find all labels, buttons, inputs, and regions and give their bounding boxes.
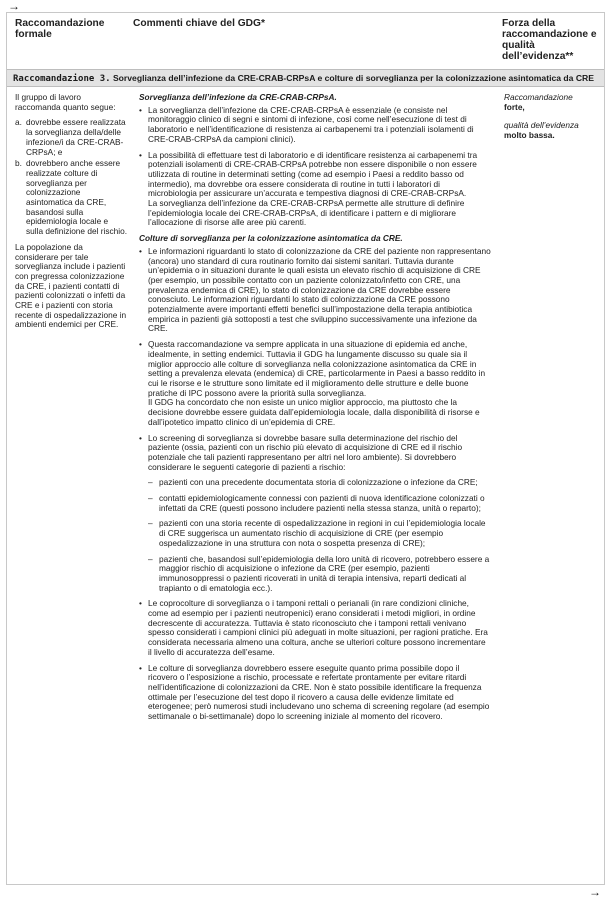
bullet-item [139, 106, 491, 145]
header-strength-quality: Forza della raccomandazione e qualità dell’evidenza** [502, 18, 597, 62]
item-marker: b. [15, 158, 22, 169]
dash-item [139, 555, 491, 594]
dash-item [139, 519, 491, 548]
bullet-item [139, 247, 491, 334]
bullet-icon: • [139, 104, 142, 115]
bullet-item [139, 151, 491, 229]
continuation-arrow-bottom: → [589, 885, 601, 899]
bullet-icon: • [139, 598, 142, 609]
dash-text: pazienti con una precedente documentata storia di colonizzazione o infezione da CRE; [159, 477, 478, 488]
bullet-continuation: La sorveglianza dell’infezione da CRE-CRAB-CRPsA permette alle strutture di definire l’epidemiologia locale dei CRE-CRAB-CRPsA, di identificare i pattern e di migliorare l’allocazione di risorse alle aree più carenti. [148, 198, 465, 228]
continuation-arrow-top: → [8, 0, 20, 13]
bullet-item [139, 664, 491, 722]
dash-icon: – [148, 553, 153, 564]
bullet-text: Lo screening di sorveglianza si dovrebbe basare sulla determinazione del rischio del paziente (ossia, pazienti con un rischio più elevato di acquisizione di CRE ed il rischio potenziale che tali pazienti rappresentano per altri nel loro ambiente). Si dovrebbero considerare le seguenti categorie di pazienti a rischio: [148, 432, 463, 472]
bullet-item [139, 599, 491, 657]
bullet-icon: • [139, 662, 142, 673]
left-outro: La popolazione da considerare per tale sorveglianza include i pazienti con pregressa colonizzazione da CRE, i pazienti contatti di pazienti colonizzati o infetti da CRE e i pazienti con storia recente di ospedalizzazione in ambienti endemici per CRE. [15, 241, 127, 330]
header-gdg-comments: Commenti chiave del GDG* [133, 18, 265, 29]
dash-text: pazienti con una storia recente di ospedalizzazione in regioni in cui l’epidemiologia locale di CRE suggerisca un aumentato rischio di acquisizione di CRE (per esempio ospedalizzazione in una struttura con nota o sospetta presenza di CRE); [159, 518, 486, 548]
bullet-icon: • [139, 245, 142, 256]
recommendation-item-a [15, 118, 127, 157]
bullet-text: La sorveglianza dell’infezione da CRE-CRAB-CRPsA è essenziale (e consiste nel monitoraggio clinico di segni e sintomi di infezione, così come nell’esecuzione di test di laboratorio e nell’identificazione di resistenza ai carbapenemi tra i potenziali isolamenti di CRE-CRAB-CRPsA da campioni clinici). [148, 104, 474, 144]
gdg-comments-column [139, 93, 491, 728]
strength-column [504, 93, 600, 141]
recommendation-table [6, 12, 605, 885]
evidence-quality-value: molto bassa. [504, 130, 555, 141]
recommendation-title: Sorveglianza dell’infezione da CRE-CRAB-CRPsA e colture di sorveglianza per la colonizzazione asintomatica da CRE [112, 73, 594, 83]
bullet-icon: • [139, 432, 142, 443]
bullet-text: Le colture di sorveglianza dovrebbero essere eseguite quanto prima possibile dopo il ricovero o l’esposizione a rischio, processate e refertate prontamente per evitare ritardi nell’identificazione di colonizzazioni da CRE. Non è stato possibile identificare la frequenza ottimale per l’esecuzione del test dopo il ricovero a causa delle evidenze limitate ed eterogenee; però numerosi studi includevano uno schema di screening regolare (ad esempio settimanale o bi-settimanale) dopo lo screening iniziale al momento del ricovero. [148, 662, 490, 722]
header-formal-recommendation: Raccomandazione formale [15, 18, 105, 40]
bullet-text: La possibilità di effettuare test di laboratorio e di identificare resistenza ai carbapenemi tra potenziali isolamenti di CRE-CRAB-CRPsA potrebbe non essere disponibile o non essere utilizzata di routine in determinati setting (come ad esempio i Paesi a reddito basso od intermedio), ma dovrebbe ora essere considerata di routine in tutti i laboratori di microbiologia per assicurare un’accurata e tempestiva diagnosi di CRE-CRAB-CRPsA. [148, 149, 478, 199]
evidence-quality-label: qualità dell’evidenza [504, 120, 579, 131]
recommendation-strength-label: Raccomandazione [504, 92, 573, 102]
bullet-item [139, 340, 491, 427]
item-text: dovrebbero anche essere realizzate colture di sorveglianza per colonizzazione asintomatica da CRE, basandosi sulla epidemiologia locale e sulla definizione del rischio. [26, 158, 128, 237]
recommendation-title-bar [7, 69, 604, 87]
formal-recommendation-column [15, 93, 127, 336]
bullet-text: Le informazioni riguardanti lo stato di colonizzazione da CRE del paziente non rappresentano (ancora) uno standard di cura routinario fornito dai sistemi sanitari. Tuttavia durante un’epidemia o in situazioni durante le quali esista un elevato rischio di acquisizione di CRE (per esempio, un possibile contatto con un paziente colonizzato/infetto con CRE, una prevalenza endemica di CRE), lo stato di colonizzazione da CRE dovrebbe essere conosciuto. Le informazioni riguardanti lo stato di colonizzazione da CRE possono potenzialmente avere importanti effetti benefici sull’impostazione della terapia antibiotica empirica in pazienti già sottoposti a test che sviluppino successivamente una infezione da CRE. [148, 245, 491, 334]
recommendation-list [15, 118, 127, 236]
bullet-text: Questa raccomandazione va sempre applicata in una situazione di epidemia ed anche, idealmente, in setting endemici. Tuttavia il GDG ha lungamente discusso su quale sia il miglior approccio alle colture di sorveglianza nella colonizzazione asintomatica da CRE in setting a prevalenza elevata (endemica) di CRE, particolarmente in Paesi a basso reddito in cui le risorse e le strutture sono limitate ed il miglioramento delle strutture e delle buone pratiche di IPC possono avere la priorità sulla sorveglianza. [148, 339, 486, 398]
table-header [7, 13, 604, 68]
bullet-item [139, 434, 491, 473]
bullet-icon: • [139, 149, 142, 160]
dash-text: contatti epidemiologicamente connessi con pazienti di nuova identificazione colonizzati o infettati da CRE (questi possono includere pazienti nella stessa stanza, unità o reparto); [159, 493, 485, 513]
item-text: dovrebbe essere realizzata la sorveglianza della/delle infezione/i da CRE-CRAB-CRPsA; e [26, 117, 126, 157]
dash-icon: – [148, 518, 153, 529]
dash-item [139, 494, 491, 513]
dash-icon: – [148, 477, 153, 488]
recommendation-item-b [15, 159, 127, 237]
recommendation-strength-value: forte, [504, 101, 525, 112]
item-marker: a. [15, 117, 22, 128]
recommendation-label: Raccomandazione 3. [13, 74, 111, 84]
section-title-surveillance-cultures: Colture di sorveglianza per la colonizzazione asintomatica da CRE. [139, 233, 403, 244]
section-title-infection-surveillance: Sorveglianza dell’infezione da CRE-CRAB-CRPsA. [139, 92, 337, 102]
dash-icon: – [148, 493, 153, 504]
dash-text: pazienti che, basandosi sull’epidemiologia della loro unità di ricovero, potrebbero essere a maggior rischio di acquisizione o infezione da CRE (per esempio, pazienti immunosoppressi o pazienti ricoverati in unità di terapia intensiva, reparti dedicati al trapianto o di ematologia ecc.). [159, 553, 490, 593]
bullet-continuation: Il GDG ha concordato che non esiste un unico miglior approccio, ma piuttosto che la decisione dovrebbe essere guidata dall’epidemiologia locale, dalla disponibilità di risorse e dall’ipotetico impatto clinico di un’epidemia di CRE. [148, 397, 480, 427]
dash-item [139, 478, 491, 488]
bullet-icon: • [139, 339, 142, 350]
bullet-text: Le coprocolture di sorveglianza o i tamponi rettali o perianali (in rare condizioni cliniche, come ad esempio per i pazienti neutropenici) erano considerati i metodi migliori, in ordine decrescente di accuratezza. Tuttavia è stato riconosciuto che i tamponi rettali venivano spesso considerati i campioni clinici più adeguati in molte situazioni, per ragioni pratiche. Era considerata necessaria almeno una coltura, anche se ulteriori colture possono incrementare il livello di accuratezza dell’esame. [148, 598, 488, 657]
left-intro: Il gruppo di lavoro raccomanda quanto segue: [15, 92, 116, 112]
